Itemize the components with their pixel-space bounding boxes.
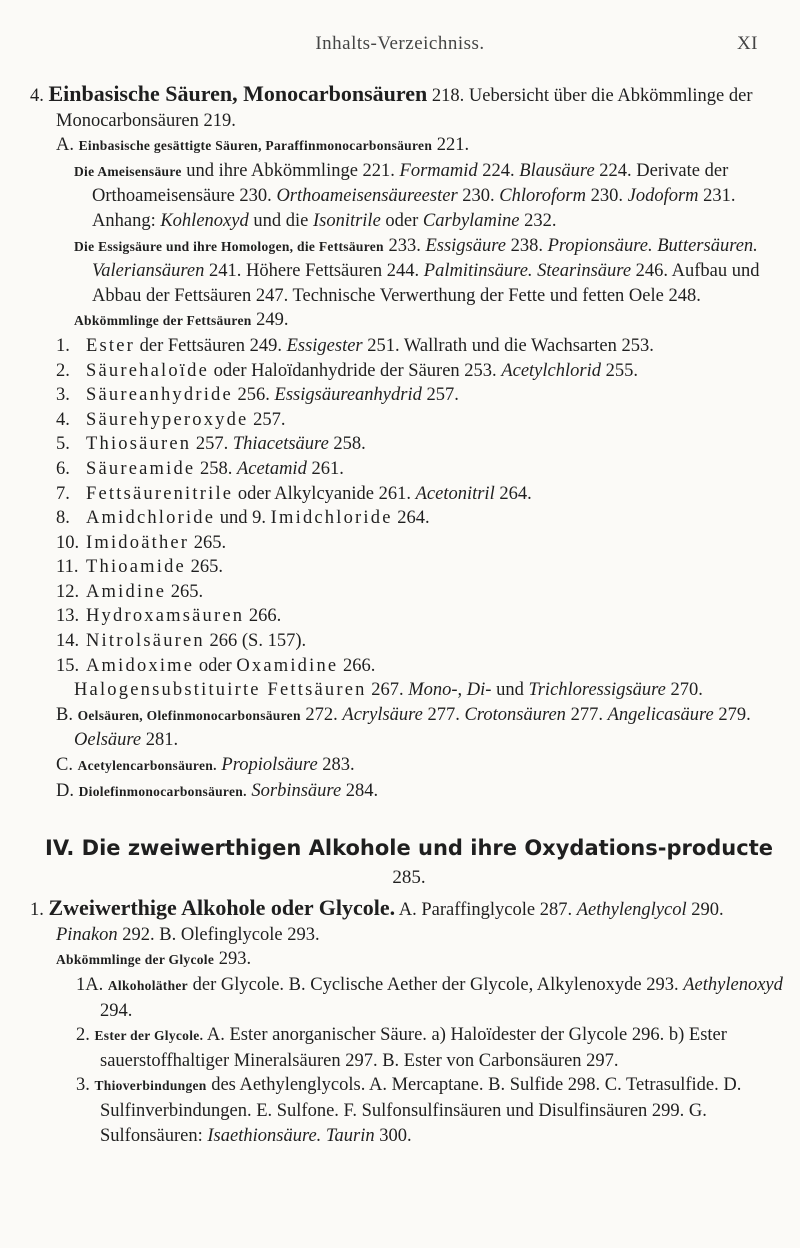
- section-iv-heading: IV. Die zweiwerthigen Alkohole und ihre Oxydations-producte 285.: [45, 836, 773, 889]
- toc-content: [30, 82, 788, 1148]
- entry-ameisensaeure: Die Ameisensäure und ihre Abkömmlinge 221. Formamid 224. Blausäure 224. Derivate der Orthoameisensäure 230. Orthoameisensäureester 230. Chloroform 230. Jodoform 231. Anhang: Kohlenoxyd und die Isonitrile oder Carbylamine 232.: [74, 160, 736, 231]
- page-number: XI: [736, 33, 758, 54]
- list-item: 12. Amidine 265.: [56, 581, 204, 602]
- entry-halogen: Halogensubstituirte Fettsäuren 267. Mono-, Di- und Trichloressigsäure 270.: [74, 680, 703, 701]
- subsection-d: D. Diolefinmonocarbonsäuren. Sorbinsäure 284.: [56, 780, 379, 801]
- list-item: 11. Thioamide 265.: [56, 557, 223, 578]
- list-item: 2. Säurehaloïde oder Haloïdanhydride der Säuren 253. Acetylchlorid 255.: [56, 360, 638, 381]
- list-item: 14. Nitrolsäuren 266 (S. 157).: [56, 631, 307, 652]
- subsection-c: C. Acetylencarbonsäuren. Propiolsäure 283.: [56, 755, 355, 776]
- list-item: 1. Ester der Fettsäuren 249. Essigester 251. Wallrath und die Wachsarten 253.: [56, 335, 654, 356]
- section-4-entry: 4. Einbasische Säuren, Monocarbonsäuren 218. Uebersicht über die Abkömmlinge der Monocarbonsäuren 219.: [30, 81, 753, 131]
- entry-alkoholaether: 1A. Alkoholäther der Glycole. B. Cyclische Aether der Glycole, Alkylenoxyde 293. Aethylenoxyd 294.: [76, 975, 783, 1021]
- entry-essigsaeure: Die Essigsäure und ihre Homologen, die Fettsäuren 233. Essigsäure 238. Propionsäure. Buttersäuren. Valeriansäuren 241. Höhere Fettsäuren 244. Palmitinsäure. Stearinsäure 246. Aufbau und Abbau der Fettsäuren 247. Technische Verwerthung der Fette und fetten Oele 248.: [74, 235, 760, 306]
- section-4-title: Einbasische Säuren, Monocarbonsäuren: [48, 81, 428, 106]
- page-header: [0, 32, 800, 57]
- list-item: 7. Fettsäurenitrile oder Alkylcyanide 261. Acetonitril 264.: [56, 483, 532, 504]
- entry-abkoemmlinge-fettsaeuren: Abkömmlinge der Fettsäuren 249.: [74, 310, 289, 331]
- derivatives-list: [30, 334, 788, 678]
- running-title: Inhalts-Verzeichniss.: [315, 33, 485, 54]
- list-item: 3. Säureanhydride 256. Essigsäureanhydrid 257.: [56, 385, 459, 406]
- section-1-entry: 1. Zweiwerthige Alkohole oder Glycole. A. Paraffinglycole 287. Aethylenglycol 290. Pinakon 292. B. Olefinglycole 293.: [30, 895, 724, 945]
- list-item: 13. Hydroxamsäuren 266.: [56, 606, 282, 627]
- list-item: 6. Säureamide 258. Acetamid 261.: [56, 458, 344, 479]
- subsection-b: B. Oelsäuren, Olefinmonocarbonsäuren 272. Acrylsäure 277. Crotonsäuren 277. Angelicasäure 279. Oelsäure 281.: [56, 704, 751, 751]
- entry-abkoemmlinge-glycole: Abkömmlinge der Glycole 293.: [56, 949, 252, 970]
- subsection-a: A. Einbasische gesättigte Säuren, Paraffinmonocarbonsäuren 221.: [56, 135, 470, 156]
- list-item: 8. Amidchloride und 9. Imidchloride 264.: [56, 508, 430, 529]
- list-item: 4. Säurehyperoxyde 257.: [56, 409, 286, 430]
- list-item: 10. Imidoäther 265.: [56, 532, 227, 553]
- entry-ester-glycole: 2. Ester der Glycole. A. Ester anorganischer Säure. a) Haloïdester der Glycole 296. b) Ester sauerstoffhaltiger Mineralsäuren 297. B. Ester von Carbonsäuren 297.: [76, 1025, 727, 1071]
- list-item: 5. Thiosäuren 257. Thiacetsäure 258.: [56, 434, 366, 455]
- list-item: 15. Amidoxime oder Oxamidine 266.: [56, 655, 376, 676]
- entry-thioverbindungen: 3. Thioverbindungen des Aethylenglycols. A. Mercaptane. B. Sulfide 298. C. Tetrasulfide. D. Sulfinverbindungen. E. Sulfone. F. Sulfonsulfinsäuren und Disulfinsäuren 299. G. Sulfonsäuren: Isaethionsäure. Taurin 300.: [76, 1075, 742, 1146]
